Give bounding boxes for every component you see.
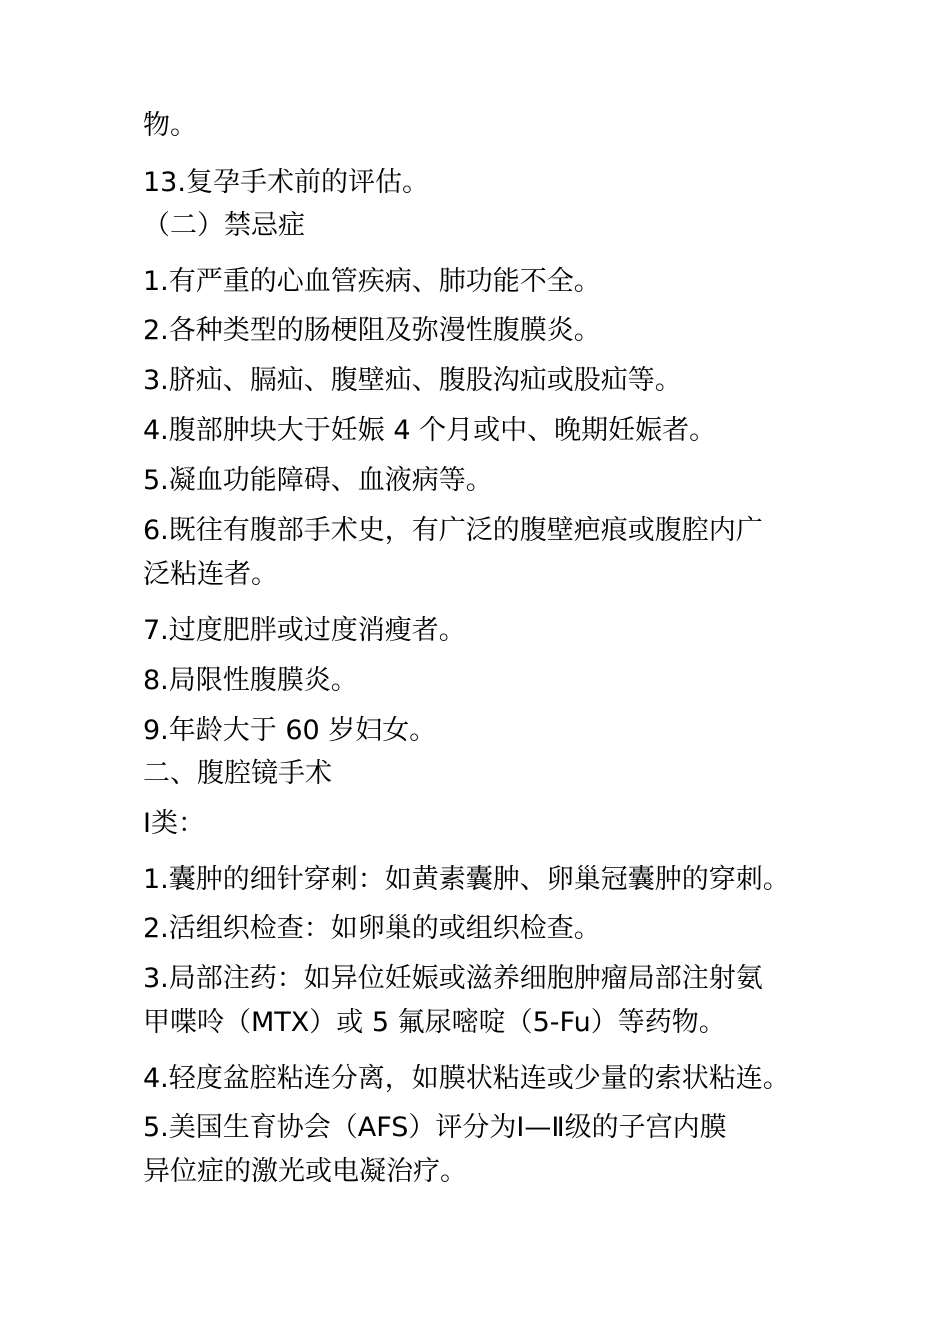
list-item: 1.囊肿的细针穿刺：如黄素囊肿、卵巢冠囊肿的穿刺。 bbox=[143, 864, 790, 895]
list-item: 5.凝血功能障碍、血液病等。 bbox=[143, 465, 493, 496]
section-heading: （二）禁忌症 bbox=[143, 210, 305, 241]
list-item: 5.美国生育协会（AFS）评分为Ⅰ—Ⅱ级的子宫内膜 bbox=[143, 1112, 727, 1143]
list-item-continuation: 甲喋呤（MTX）或 5 氟尿嘧啶（5-Fu）等药物。 bbox=[143, 1007, 726, 1038]
list-item-continuation: 异位症的激光或电凝治疗。 bbox=[143, 1156, 467, 1187]
list-item: 3.局部注药：如异位妊娠或滋养细胞肿瘤局部注射氨 bbox=[143, 963, 763, 994]
list-item: 6.既往有腹部手术史，有广泛的腹壁疤痕或腹腔内广 bbox=[143, 515, 763, 546]
list-item: 9.年龄大于 60 岁妇女。 bbox=[143, 715, 437, 746]
list-item: 1.有严重的心血管疾病、肺功能不全。 bbox=[143, 266, 601, 297]
list-item: 7.过度肥胖或过度消瘦者。 bbox=[143, 615, 466, 646]
list-item: 8.局限性腹膜炎。 bbox=[143, 665, 358, 696]
section-heading: 二、腹腔镜手术 bbox=[143, 758, 332, 789]
list-item: 2.各种类型的肠梗阻及弥漫性腹膜炎。 bbox=[143, 315, 601, 346]
text-line: 物。 bbox=[143, 110, 197, 141]
list-item: 4.轻度盆腔粘连分离，如膜状粘连或少量的索状粘连。 bbox=[143, 1063, 790, 1094]
subsection-heading: Ⅰ类： bbox=[143, 808, 205, 839]
list-item: 2.活组织检查：如卵巢的或组织检查。 bbox=[143, 913, 601, 944]
list-item-continuation: 泛粘连者。 bbox=[143, 559, 278, 590]
list-item: 3.脐疝、膈疝、腹壁疝、腹股沟疝或股疝等。 bbox=[143, 365, 682, 396]
list-item: 4.腹部肿块大于妊娠 4 个月或中、晚期妊娠者。 bbox=[143, 415, 717, 446]
text-line: 13.复孕手术前的评估。 bbox=[143, 167, 429, 198]
